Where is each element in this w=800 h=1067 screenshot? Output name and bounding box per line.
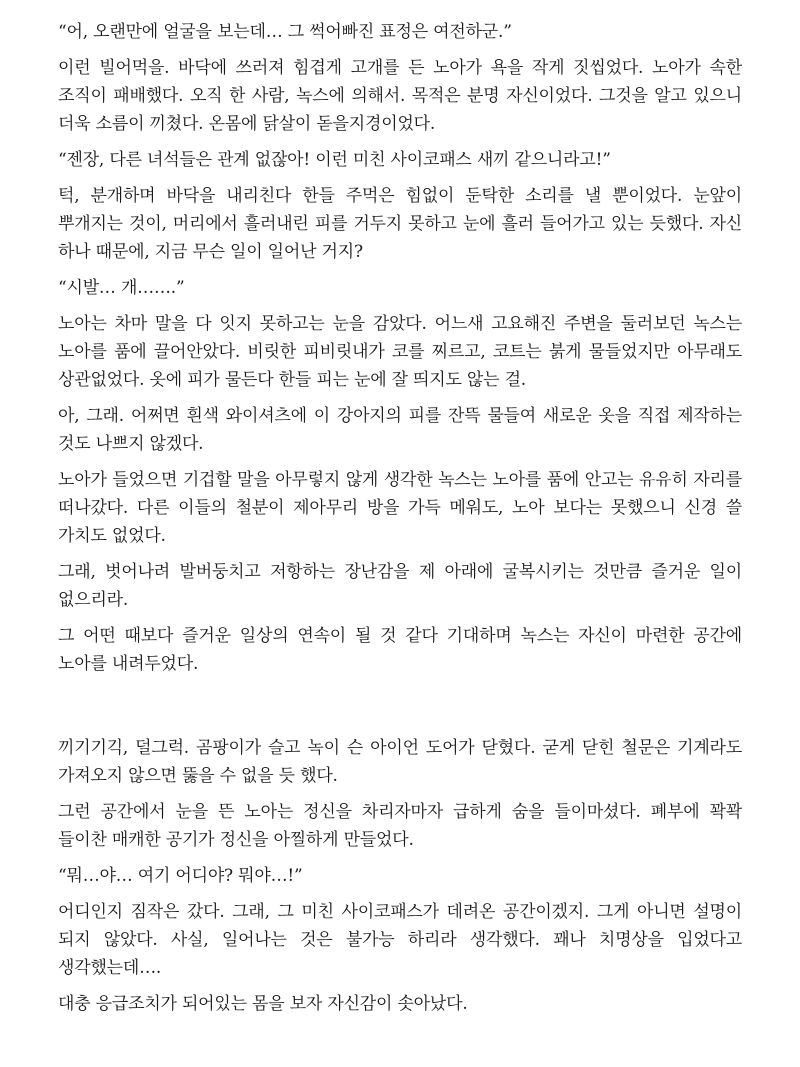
paragraph-13: “뭐…야… 여기 어디야? 뭐야…!” (58, 866, 303, 886)
document-page (58, 18, 742, 1026)
paragraph-3: “젠장, 다른 녀석들은 관계 없잖아! 이런 미친 사이코패스 새끼 같으니라고!” (58, 150, 611, 170)
paragraph-1: “어, 오랜만에 얼굴을 보는데… 그 썩어빠진 표정은 여전하군.” (58, 22, 512, 42)
paragraph-2: 이런 빌어먹을. 바닥에 쓰러져 힘겹게 고개를 든 노아가 욕을 작게 짓씹었다. 노아가 속한 조직이 패배했다. 오직 한 사람, 녹스에 의해서. 목적은 분명 자신이었다. 그것을 알고 있으니 더욱 소름이 끼쳤다. 온몸에 닭살이 돋을지경이었다. (58, 58, 742, 134)
paragraph-15: 대충 응급조치가 되어있는 몸을 보자 자신감이 솟아났다. (58, 994, 468, 1014)
paragraph-12: 그런 공간에서 눈을 뜬 노아는 정신을 차리자마자 급하게 숨을 들이마셨다. 폐부에 꽉꽉 들이찬 매캐한 공기가 정신을 아찔하게 만들었다. (58, 802, 742, 850)
paragraph-5: “시발… 개…….” (58, 278, 185, 298)
section-break (58, 686, 742, 734)
paragraph-9: 그래, 벗어나려 발버둥치고 저항하는 장난감을 제 아래에 굴복시키는 것만큼 즐거운 일이 없으리라. (58, 562, 742, 610)
paragraph-8: 노아가 들었으면 기겁할 말을 아무렇지 않게 생각한 녹스는 노아를 품에 안고는 유유히 자리를 떠나갔다. 다른 이들의 철분이 제아무리 방을 가득 메워도, 노아 보다는 못했으니 신경 쓸 가치도 없었다. (58, 470, 742, 546)
paragraph-7: 아, 그래. 어쩌면 흰색 와이셔츠에 이 강아지의 피를 잔뜩 물들여 새로운 옷을 직접 제작하는 것도 나쁘지 않겠다. (58, 406, 742, 454)
paragraph-10: 그 어떤 때보다 즐거운 일상의 연속이 될 것 같다 기대하며 녹스는 자신이 마련한 공간에 노아를 내려두었다. (58, 626, 742, 674)
paragraph-11: 끼기기긱, 덜그럭. 곰팡이가 슬고 녹이 슨 아이언 도어가 닫혔다. 굳게 닫힌 철문은 기계라도 가져오지 않으면 뚫을 수 없을 듯 했다. (58, 738, 742, 786)
paragraph-6: 노아는 차마 말을 다 잇지 못하고는 눈을 감았다. 어느새 고요해진 주변을 둘러보던 녹스는 노아를 품에 끌어안았다. 비릿한 피비릿내가 코를 찌르고, 코트는 붉게 물들었지만 아무래도 상관없었다. 옷에 피가 물든다 한들 피는 눈에 잘 띄지도 않는 걸. (58, 314, 742, 390)
paragraph-14: 어디인지 짐작은 갔다. 그래, 그 미친 사이코패스가 데려온 공간이겠지. 그게 아니면 설명이 되지 않았다. 사실, 일어나는 것은 불가능 하리라 생각했다. 꽤나 치명상을 입었다고 생각했는데…. (58, 902, 742, 978)
paragraph-4: 턱, 분개하며 바닥을 내리친다 한들 주먹은 힘없이 둔탁한 소리를 낼 뿐이었다. 눈앞이 뿌개지는 것이, 머리에서 흘러내린 피를 거두지 못하고 눈에 흘러 들어가고 있는 듯했다. 자신 하나 때문에, 지금 무슨 일이 일어난 거지? (58, 186, 742, 262)
